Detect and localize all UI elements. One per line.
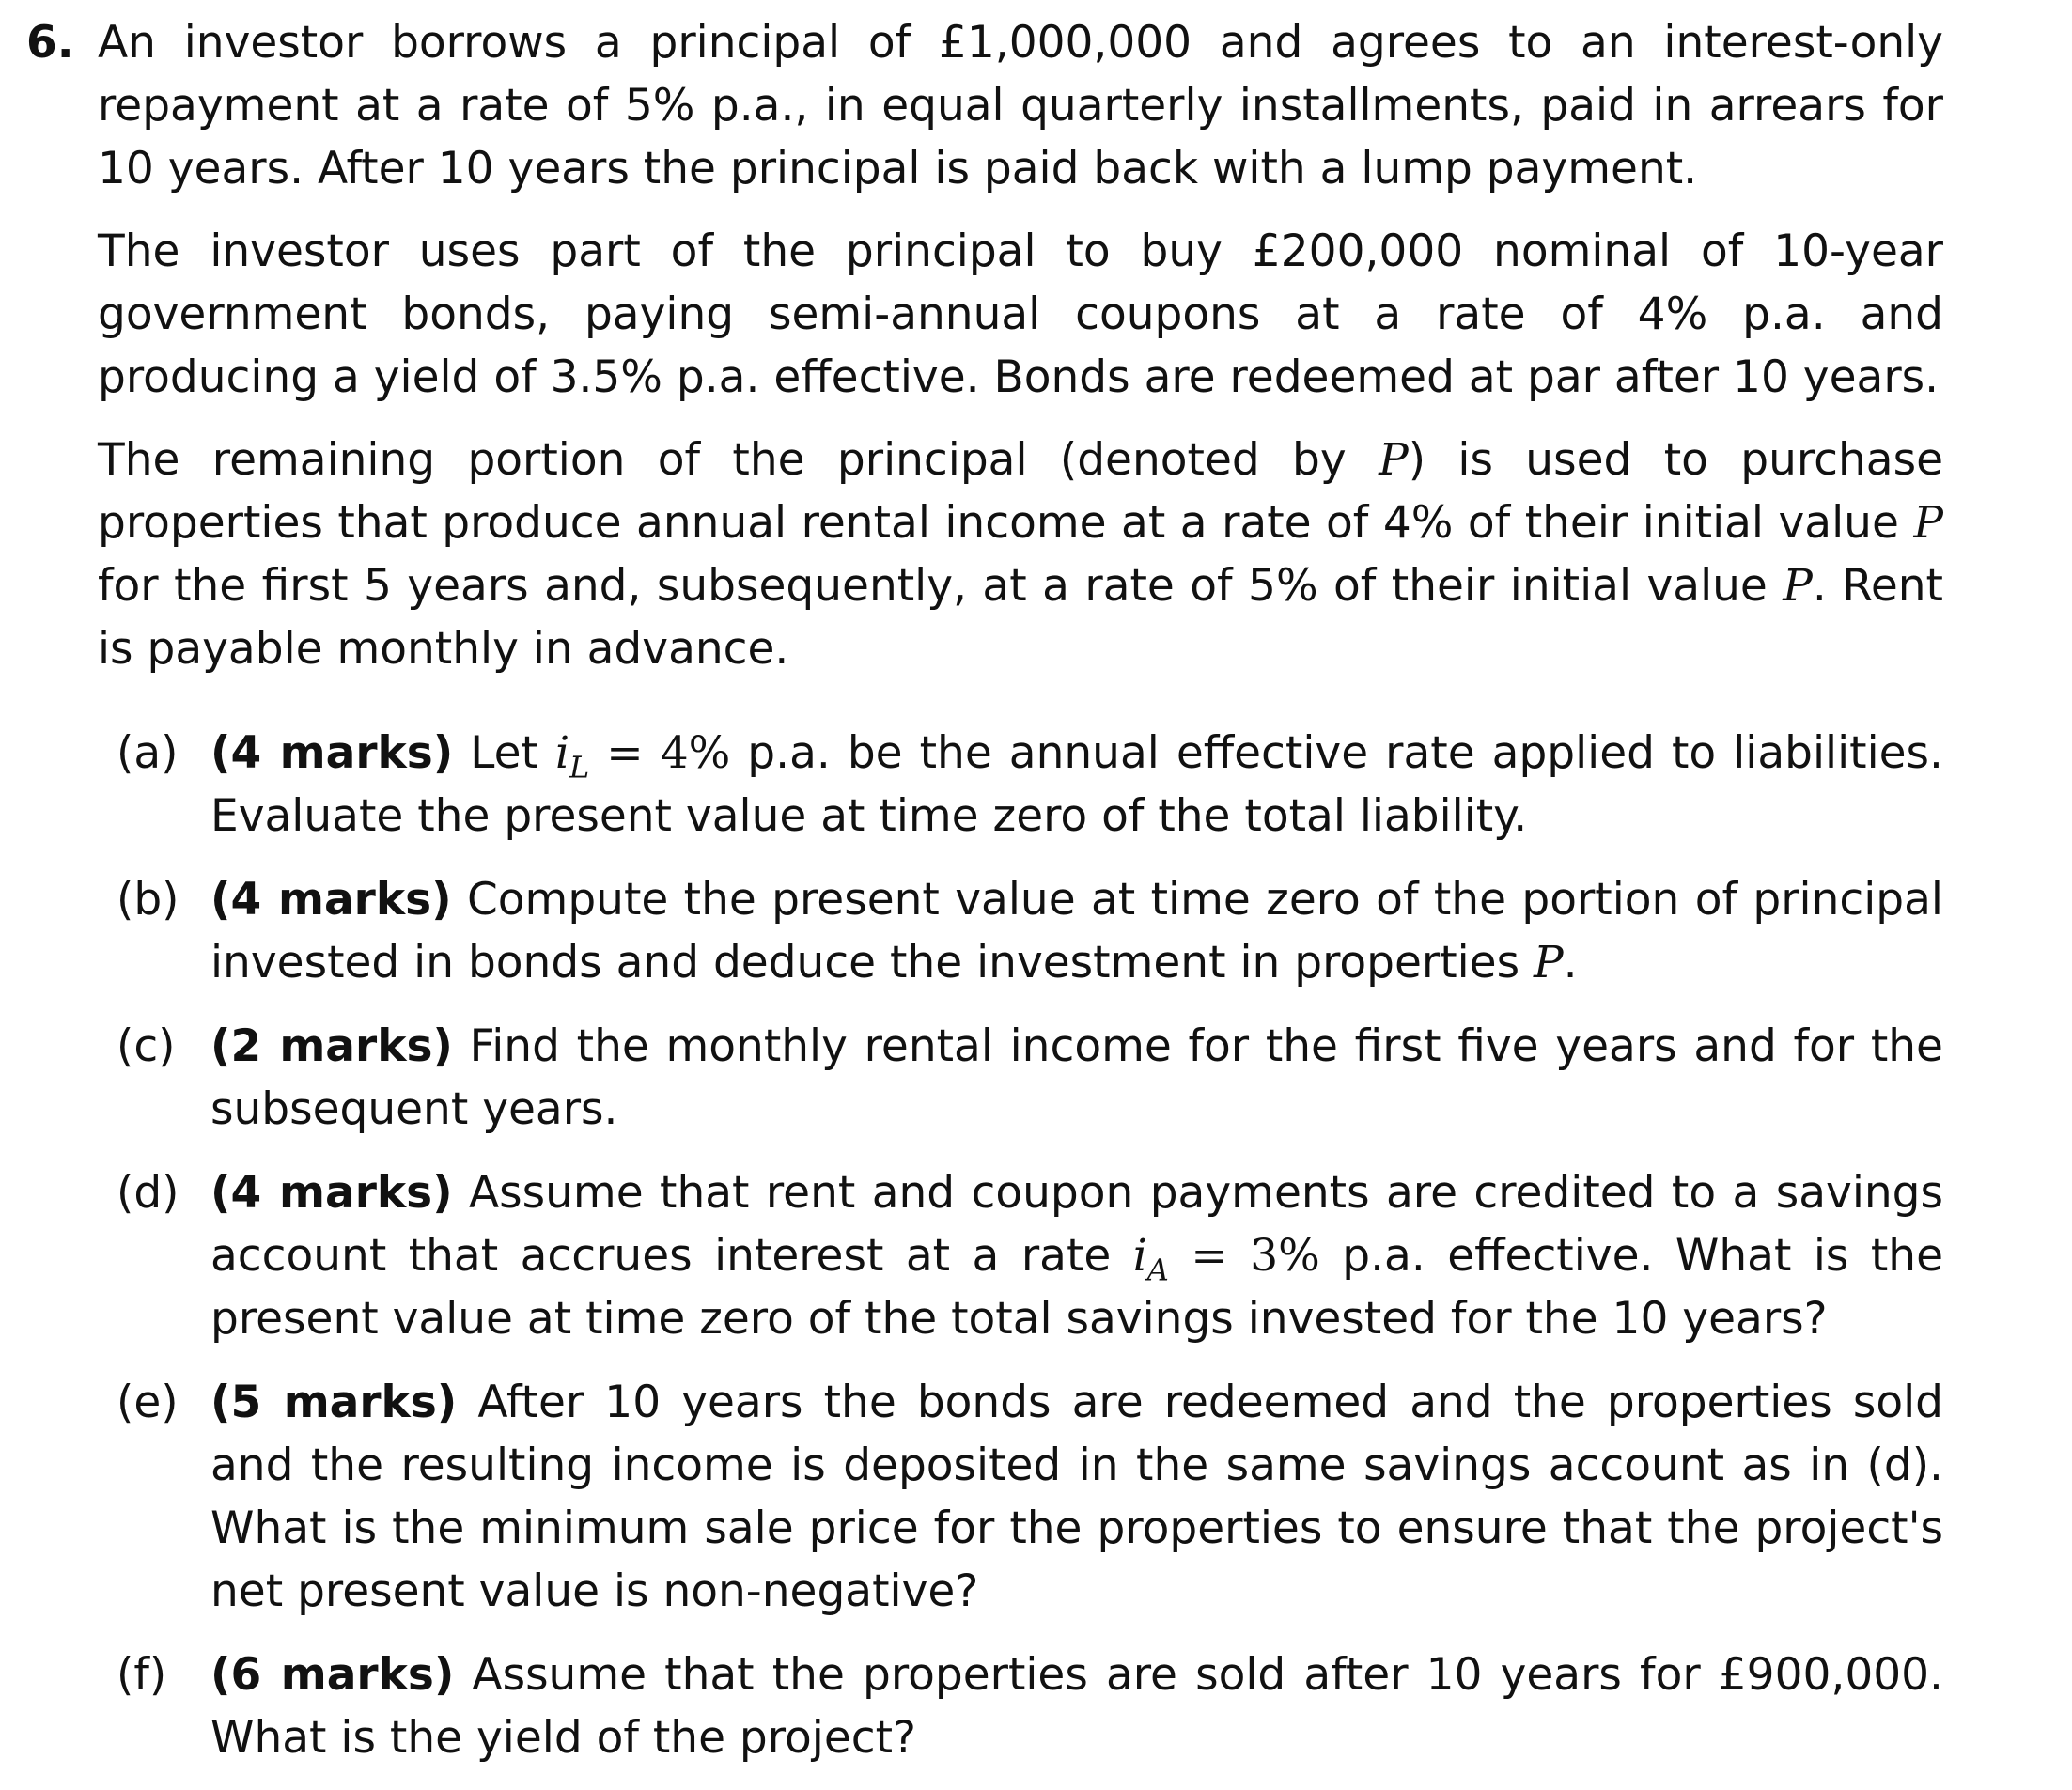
part-label: (f) (117, 1649, 167, 1701)
question-number: 6. (26, 17, 74, 69)
marks: (2 marks) (210, 1020, 453, 1072)
part-label: (d) (117, 1167, 179, 1219)
part-b: (b) (4 marks) Compute the present value at time zero of the portion of principal invested in bonds and deduce the investment in properties P. (26, 868, 1943, 994)
paragraph-bonds: The investor uses part of the principal to buy £200,000 nominal of 10-year government bonds, paying semi-annual coupons at a rate of 4% p.a. and producing a yield of 3.5% p.a. effective. Bonds are redeemed at par after 10 years. (98, 226, 1943, 403)
part-f: (f) (6 marks) Assume that the properties are sold after 10 years for £900,000. What is the yield of the project? (26, 1643, 1943, 1769)
marks: (4 marks) (210, 1167, 453, 1219)
marks: (6 marks) (210, 1649, 455, 1701)
part-label: (e) (117, 1377, 179, 1428)
marks: (5 marks) (210, 1377, 458, 1428)
sub-questions (26, 722, 1943, 1769)
part-c: (c) (2 marks) Find the monthly rental income for the first five years and for the subsequent years. (26, 1015, 1943, 1141)
part-d: (d) (4 marks) Assume that rent and coupon payments are credited to a savings account that accrues interest at a rate $i_A = 3\%$ p.a. effective. What is the present value at time zero of the total savings invested for the 10 years? (26, 1161, 1943, 1350)
question-6 (26, 11, 1943, 1790)
marks: (4 marks) (210, 727, 454, 779)
paragraph-properties: The remaining portion of the principal (denoted by P) is used to purchase properties that produce annual rental income at a rate of 4% of their initial value P for the first 5 years and, subsequently, at a rate of 5% of their initial value P. Rent is payable monthly in advance. (98, 434, 1943, 675)
part-label: (b) (117, 874, 179, 926)
marks: (4 marks) (210, 874, 452, 926)
part-label: (c) (117, 1020, 176, 1072)
part-e: (e) (5 marks) After 10 years the bonds are redeemed and the properties sold and the resulting income is deposited in the same savings account as in (d). What is the minimum sale price for the properties to ensure that the project's net present value is non-negative? (26, 1371, 1943, 1623)
paragraph-loan: An investor borrows a principal of £1,000,000 and agrees to an interest-only repayment at a rate of 5% p.a., in equal quarterly installments, paid in arrears for 10 years. After 10 years the principal is paid back with a lump payment. (98, 17, 1943, 195)
part-a: (a) (4 marks) Let $i_L = 4\%$ p.a. be the annual effective rate applied to liabilities. Evaluate the present value at time zero of the total liability. (26, 722, 1943, 848)
part-label: (a) (117, 727, 179, 779)
